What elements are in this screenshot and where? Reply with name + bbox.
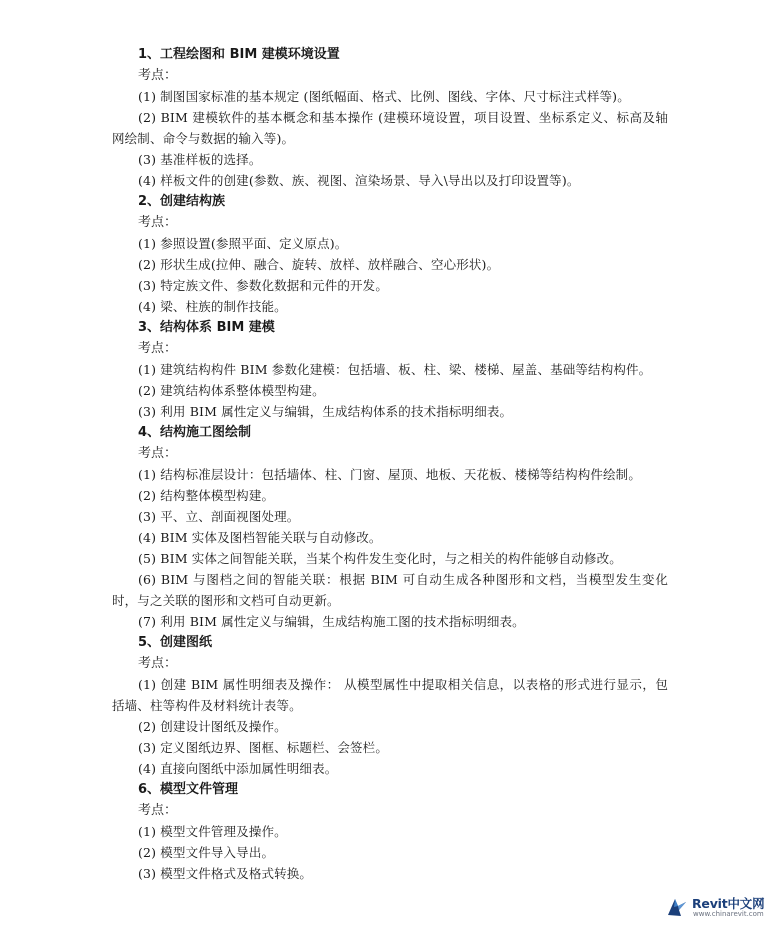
list-item: (3) 模型文件格式及格式转换。	[138, 866, 313, 881]
section-2	[112, 191, 668, 317]
list-item: (4) BIM 实体及图档智能关联与自动修改。	[138, 530, 382, 545]
list-item: (7) 利用 BIM 属性定义与编辑，生成结构施工图的技术指标明细表。	[138, 614, 525, 629]
list-item: (4) 梁、柱族的制作技能。	[138, 299, 287, 314]
section-6	[112, 779, 668, 884]
logo-url: www.chinarevit.com	[693, 910, 764, 918]
list-item: (2) 形状生成(拉伸、融合、旋转、放样、放样融合、空心形状)。	[138, 257, 500, 272]
section-label: 考点：	[138, 656, 178, 671]
document-body	[112, 44, 668, 884]
section-4	[112, 422, 668, 632]
section-title: 6、模型文件管理	[138, 782, 239, 797]
list-item: (2) 模型文件导入导出。	[138, 845, 275, 860]
list-item: (2) 建筑结构体系整体模型构建。	[138, 383, 325, 398]
list-item: (1) 制图国家标准的基本规定 (图纸幅面、格式、比例、图线、字体、尺寸标注式样等)。	[138, 89, 630, 104]
list-item: (1) 创建 BIM 属性明细表及操作： 从模型属性中提取相关信息，以表格的形式进行显示，包括墙、柱等构件及材料统计表等。	[112, 677, 668, 713]
section-label: 考点：	[138, 803, 178, 818]
list-item: (2) BIM 建模软件的基本概念和基本操作 (建模环境设置，项目设置、坐标系定义、标高及轴网绘制、命令与数据的输入等)。	[112, 110, 668, 146]
section-title: 3、结构体系 BIM 建模	[138, 320, 275, 335]
list-item: (3) 特定族文件、参数化数据和元件的开发。	[138, 278, 388, 293]
section-1	[112, 44, 668, 191]
section-label: 考点：	[138, 341, 178, 356]
list-item: (1) 参照设置(参照平面、定义原点)。	[138, 236, 348, 251]
section-3	[112, 317, 668, 422]
list-item: (1) 模型文件管理及操作。	[138, 824, 287, 839]
list-item: (5) BIM 实体之间智能关联，当某个构件发生变化时，与之相关的构件能够自动修改。	[138, 551, 622, 566]
section-title: 5、创建图纸	[138, 635, 213, 650]
section-label: 考点：	[138, 446, 178, 461]
list-item: (6) BIM 与图档之间的智能关联：根据 BIM 可自动生成各种图形和文档，当模型发生变化时，与之关联的图形和文档可自动更新。	[112, 572, 668, 608]
section-label: 考点：	[138, 215, 178, 230]
list-item: (3) 利用 BIM 属性定义与编辑，生成结构体系的技术指标明细表。	[138, 404, 513, 419]
list-item: (4) 样板文件的创建(参数、族、视图、渲染场景、导入\导出以及打印设置等)。	[138, 173, 580, 188]
list-item: (3) 定义图纸边界、图框、标题栏、会签栏。	[138, 740, 388, 755]
list-item: (1) 建筑结构构件 BIM 参数化建模：包括墙、板、柱、梁、楼梯、屋盖、基础等结构构件。	[138, 362, 652, 377]
list-item: (3) 平、立、剖面视图处理。	[138, 509, 300, 524]
section-title: 1、工程绘图和 BIM 建模环境设置	[138, 47, 340, 62]
section-label: 考点：	[138, 68, 178, 83]
logo-name: Revit中文网	[692, 896, 765, 911]
list-item: (4) 直接向图纸中添加属性明细表。	[138, 761, 338, 776]
section-title: 4、结构施工图绘制	[138, 425, 252, 440]
site-logo	[663, 893, 771, 923]
revit-bird-icon	[665, 895, 689, 919]
list-item: (2) 结构整体模型构建。	[138, 488, 275, 503]
list-item: (1) 结构标准层设计：包括墙体、柱、门窗、屋顶、地板、天花板、楼梯等结构构件绘制。	[138, 467, 641, 482]
list-item: (2) 创建设计图纸及操作。	[138, 719, 287, 734]
section-5	[112, 632, 668, 779]
section-title: 2、创建结构族	[138, 194, 226, 209]
list-item: (3) 基准样板的选择。	[138, 152, 262, 167]
